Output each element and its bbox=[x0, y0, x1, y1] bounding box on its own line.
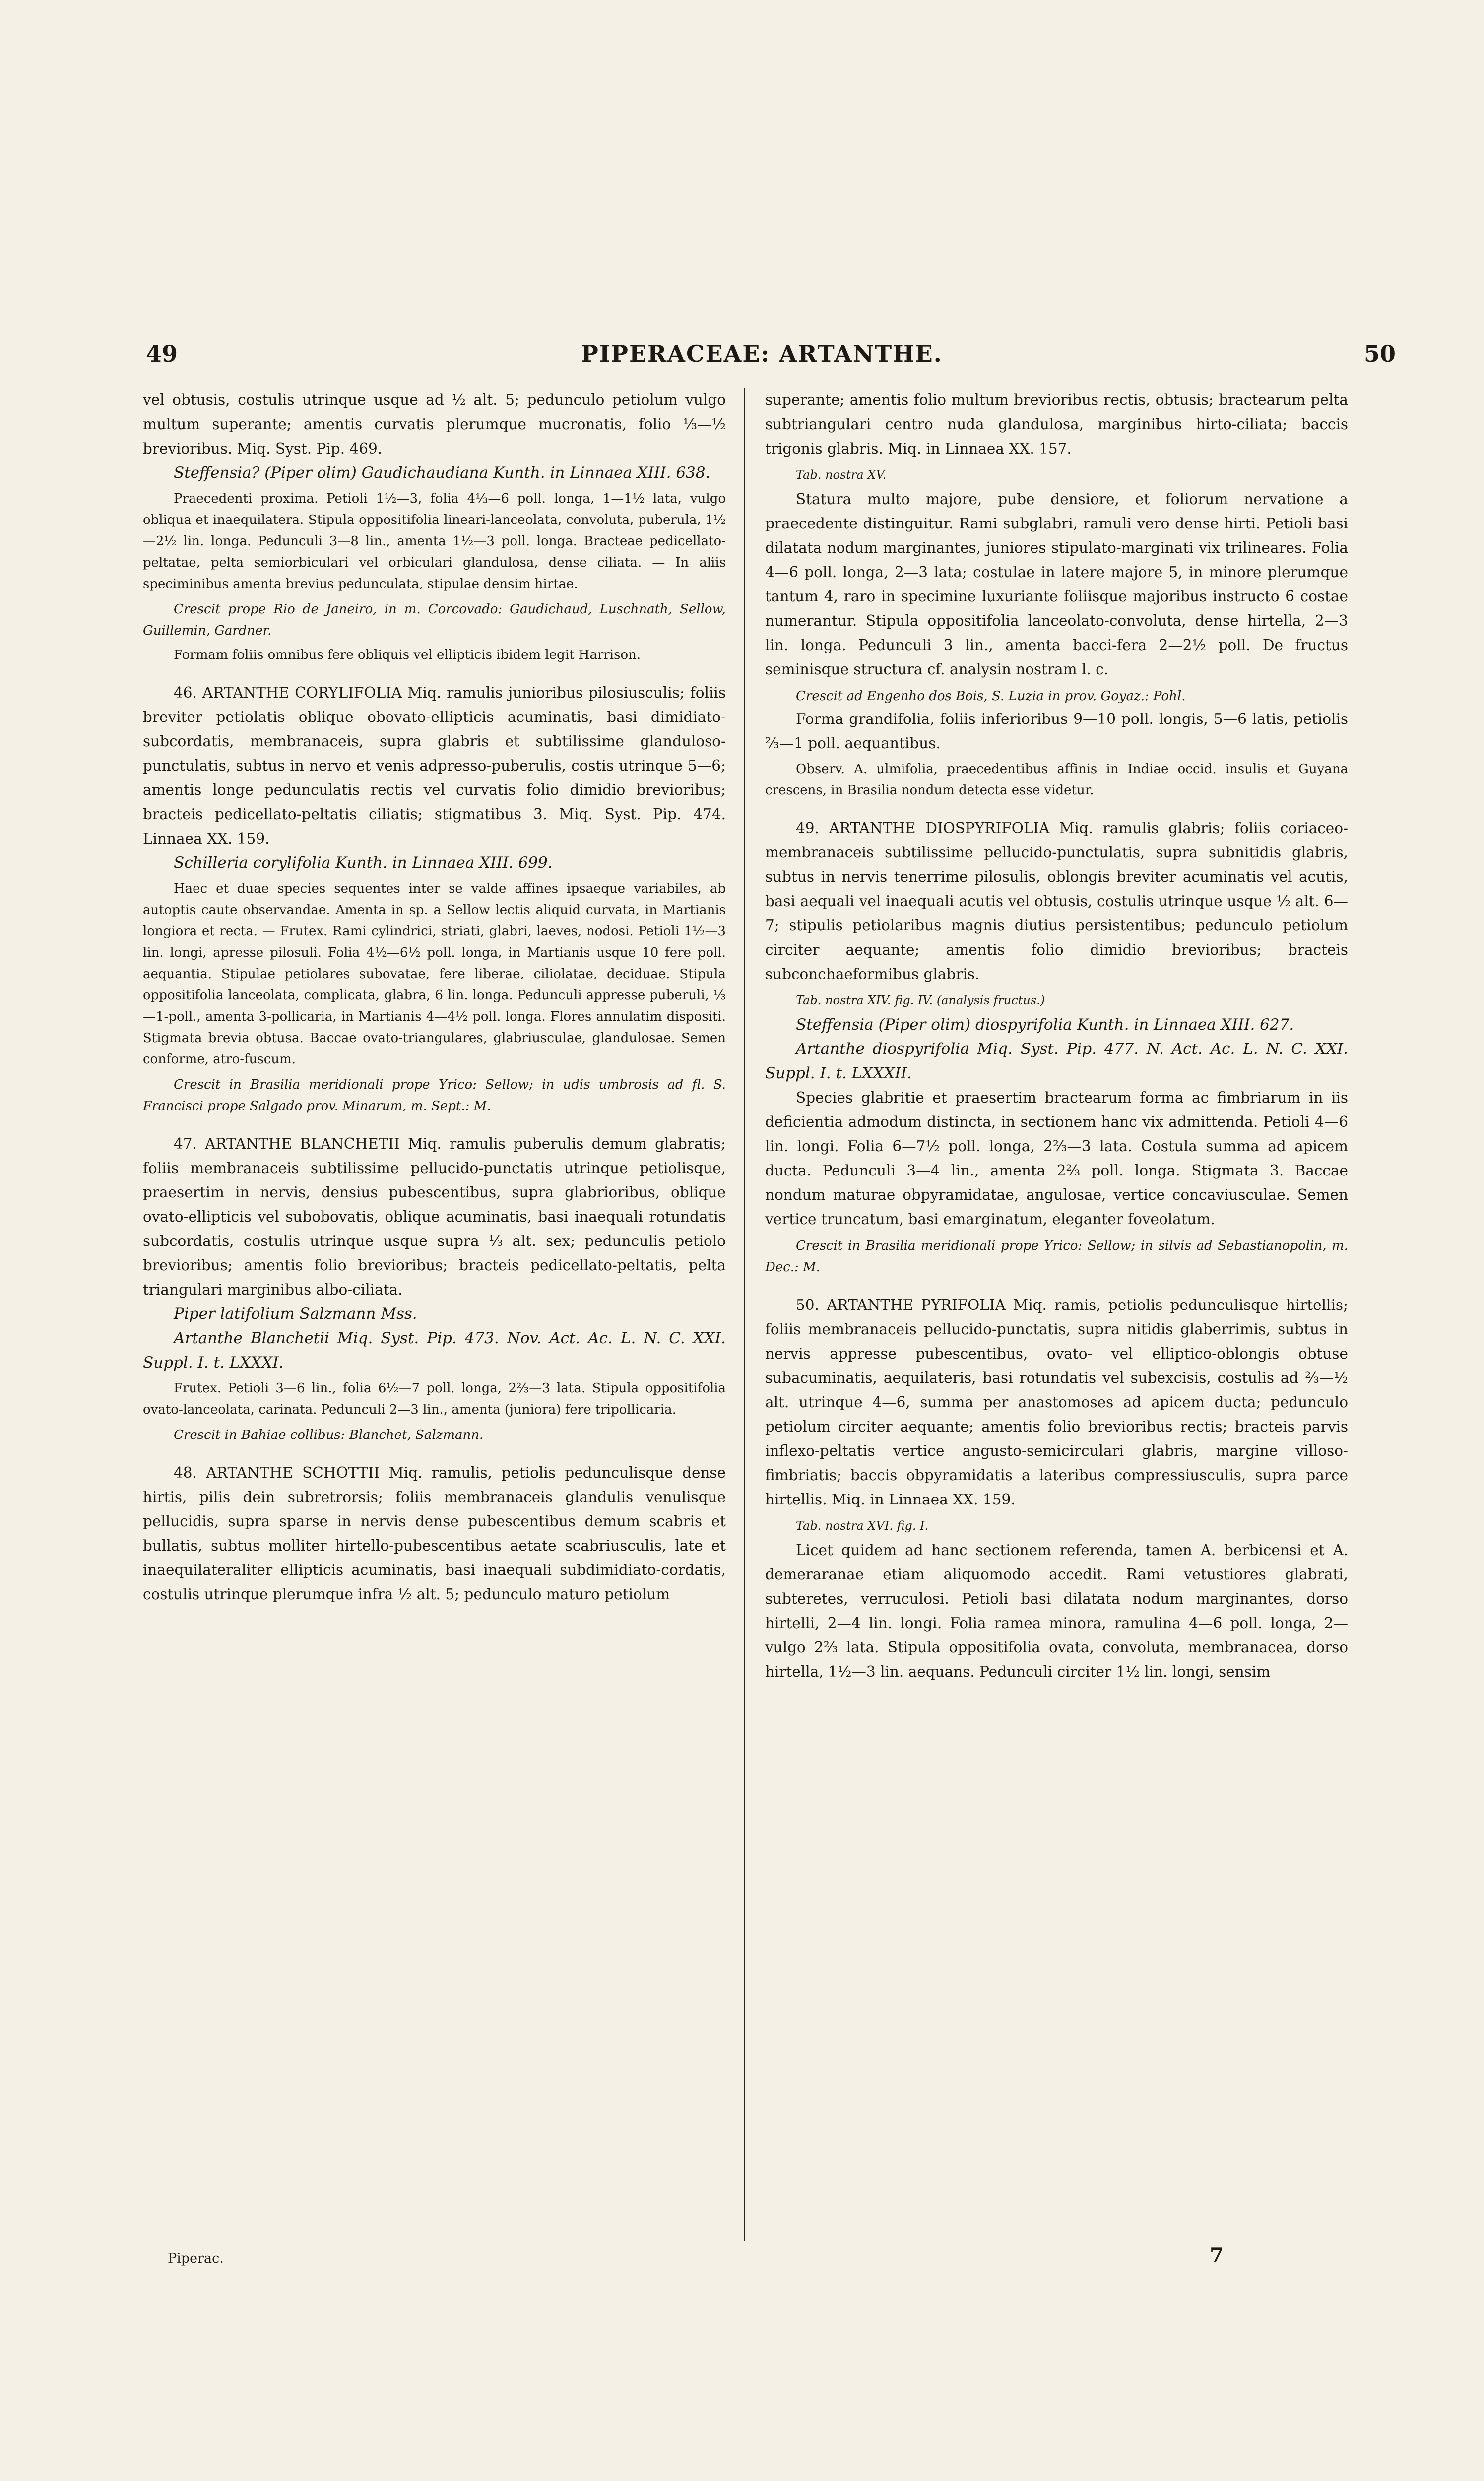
habitat: Crescit in Brasilia meridionali prope Yrico: Sellow; in silvis ad Sebastianopolin, m. Dec.: M. bbox=[765, 1239, 1348, 1275]
running-title: PIPERACEAE: ARTANTHE. bbox=[581, 340, 943, 367]
habitat: Crescit in Brasilia meridionali prope Yrico: Sellow; in udis umbrosis ad fl. S. Francisci prope Salgado prov. Minarum, m. Sept.: M. bbox=[143, 1077, 726, 1113]
plate-reference: Tab. nostra XV. bbox=[796, 468, 887, 482]
column-divider bbox=[744, 388, 745, 2241]
description: Haec et duae species sequentes inter se valde affines ipsaeque variabiles, ab autoptis caute observandae. Amenta in sp. a Sellow lectis aliquid curvata, in Martianis longiora et recta. — Frutex. Rami cylindrici, striati, glabri, laeves, nodosi. Petioli 1½—3 lin. longi, apresse pilosuli. Folia 4½—6½ poll. longa, in Martianis usque 10 fere poll. aequantia. Stipulae petiolares subovatae, fere liberae, ciliolatae, deciduae. Stipula oppositifolia lanceolata, complicata, glabra, 6 lin. longa. Pedunculi appresse puberuli, ⅓—1-poll., amenta 3-pollicaria, in Martianis 4—4½ poll. longa. Flores annulatim dispositi. Stigmata brevia obtusa. Baccae ovato-triangulares, glabriusculae, glandulosae. Semen conforme, atro-fuscum. bbox=[143, 881, 726, 1067]
habitat: Crescit prope Rio de Janeiro, in m. Corcovado: Gaudichaud, Luschnath, Sellow, Guillemin, Gardner. bbox=[143, 602, 726, 638]
habitat: Crescit in Bahiae collibus: Blanchet, Salzmann. bbox=[174, 1428, 484, 1442]
species-entry-47: 47. ARTANTHE BLANCHETII Miq. ramulis puberulis demum glabratis; foliis membranaceis subtilissime pellucido-punctatis utrinque petiolisque, praesertim in nervis, densius pubescentibus, supra glabrioribus, oblique ovato-ellipticis vel subobovatis, oblique acuminatis, basi inaequali rotundatis subcordatis, costulis utrinque usque supra ⅓ alt. sex; pedunculis petiolo brevioribus; amentis folio brevioribus; bracteis pedicellato-peltatis, pelta triangulari marginibus albo-ciliata. bbox=[143, 1135, 726, 1298]
species-entry-46: 46. ARTANTHE CORYLIFOLIA Miq. ramulis junioribus pilosiusculis; foliis breviter petiolatis oblique obovato-ellipticis acuminatis, basi dimidiato-subcordatis, membranaceis, supra glabris et subtilissime glanduloso-punctulatis, subtus in nervo et venis adpresso-puberulis, costis utrinque 5—6; amentis longe pedunculatis rectis vel curvatis folio dimidio brevioribus; bracteis pedicellato-peltatis ciliatis; stigmatibus 3. Miq. Syst. Pip. 474. Linnaea XX. 159. bbox=[143, 684, 726, 847]
page-number-left: 49 bbox=[146, 340, 178, 367]
description: Praecedenti proxima. Petioli 1½—3, folia 4⅓—6 poll. longa, 1—1½ lata, vulgo obliqua et inaequilatera. Stipula oppositifolia lineari-lanceolata, convoluta, puberula, 1½—2½ lin. longa. Pedunculi 3—8 lin., amenta 1½—3 poll. longa. Bracteae pedicellato-peltatae, pelta semiorbiculari vel orbiculari glandulosa, dense ciliata. — In aliis speciminibus amenta brevius pedunculata, stipulae densim hirtae. bbox=[143, 491, 726, 591]
signature-number: 7 bbox=[1210, 2244, 1224, 2267]
right-column bbox=[765, 388, 1348, 2264]
plate-reference: Tab. nostra XIV. fig. IV. (analysis fructus.) bbox=[796, 993, 1045, 1007]
left-column bbox=[143, 388, 726, 2264]
plate-reference: Tab. nostra XVI. fig. I. bbox=[796, 1519, 929, 1533]
species-entry-49: 49. ARTANTHE DIOSPYRIFOLIA Miq. ramulis glabris; foliis coriaceo-membranaceis subtilissime pellucido-punctulatis, supra subnitidis glabris, subtus in nervis tenerrime pilosulis, oblongis breviter acuminatis vel acutis, basi aequali vel inaequali acutis vel obtusis, costulis utrinque usque ½ alt. 6—7; stipulis petiolaribus magnis diutius persistentibus; pedunculo petiolum circiter aequante; amentis folio dimidio brevioribus; bracteis subconchaeformibus glabris. bbox=[765, 820, 1348, 982]
paragraph: vel obtusis, costulis utrinque usque ad ½ alt. 5; pedunculo petiolum vulgo multum superante; amentis curvatis plerumque mucronatis, folio ⅓—½ brevioribus. Miq. Syst. Pip. 469. bbox=[143, 392, 726, 457]
habitat: Crescit ad Engenho dos Bois, S. Luzia in prov. Goyaz.: Pohl. bbox=[796, 689, 1186, 704]
page-number-right: 50 bbox=[1363, 340, 1396, 367]
description: Formam foliis omnibus fere obliquis vel ellipticis ibidem legit Harrison. bbox=[174, 648, 641, 662]
signature-mark: Piperac. bbox=[168, 2251, 224, 2266]
synonym: Piper latifolium Salzmann Mss. bbox=[174, 1305, 417, 1323]
synonym: Artanthe Blanchetii Miq. Syst. Pip. 473. Nov. Act. Ac. L. N. C. XXI. Suppl. I. t. LXXXI. bbox=[143, 1329, 726, 1371]
paragraph: Forma grandifolia, foliis inferioribus 9—10 poll. longis, 5—6 latis, petiolis ⅔—1 poll. aequantibus. bbox=[765, 711, 1348, 752]
synonym: Artanthe diospyrifolia Miq. Syst. Pip. 477. N. Act. Ac. L. N. C. XXI. Suppl. I. t. LXXXII. bbox=[765, 1040, 1348, 1082]
page-header bbox=[128, 340, 1396, 370]
paragraph: Statura multo majore, pube densiore, et foliorum nervatione a praecedente distinguitur. Rami subglabri, ramuli vero dense hirti. Petioli basi dilatata nodum marginantes, juniores stipulato-marginati vix trilineares. Folia 4—6 poll. longa, 2—3 lata; costulae in latere majore 5, in minore plerumque tantum 4, raro in specimine luxuriante foliisque majoribus instructo 6 costae numerantur. Stipula oppositifolia lanceolato-convoluta, dense hirtella, 2—3 lin. longa. Pedunculi 3 lin., amenta bacci-fera 2—2½ poll. De fructus seminisque structura cf. analysin nostram l. c. bbox=[765, 491, 1348, 678]
species-entry-50: 50. ARTANTHE PYRIFOLIA Miq. ramis, petiolis pedunculisque hirtellis; foliis membranaceis pellucido-punctatis, supra nitidis glaberrimis, subtus in nervis appresse pubescentibus, ovato- vel elliptico-oblongis obtuse subacuminatis, aequilateris, basi rotundatis vel subexcisis, costulis ad ⅔—½ alt. utrinque 4—6, summa per anastomoses ad apicem ducta; pedunculo petiolum circiter aequante; amentis folio brevioribus rectis; bracteis parvis inflexo-peltatis vertice angusto-semicirculari glabris, margine villoso-fimbriatis; baccis obpyramidatis a lateribus compressiusculis, supra parce hirtellis. Miq. in Linnaea XX. 159. bbox=[765, 1297, 1348, 1508]
synonym: Steffensia (Piper olim) diospyrifolia Kunth. in Linnaea XIII. 627. bbox=[796, 1016, 1294, 1034]
synonym: Steffensia? (Piper olim) Gaudichaudiana Kunth. in Linnaea XIII. 638. bbox=[174, 464, 710, 482]
synonym: Schilleria corylifolia Kunth. in Linnaea XIII. 699. bbox=[174, 854, 553, 872]
description: Frutex. Petioli 3—6 lin., folia 6½—7 poll. longa, 2⅔—3 lata. Stipula oppositifolia ovato-lanceolata, carinata. Pedunculi 2—3 lin., amenta (juniora) fere tripollicaria. bbox=[143, 1381, 726, 1417]
paragraph: superante; amentis folio multum brevioribus rectis, obtusis; bractearum pelta subtriangulari centro nuda glandulosa, marginibus hirto-ciliata; baccis trigonis glabris. Miq. in Linnaea XX. 157. bbox=[765, 392, 1348, 457]
observation: Observ. A. ulmifolia, praecedentibus affinis in Indiae occid. insulis et Guyana crescens, in Brasilia nondum detecta esse videtur. bbox=[765, 762, 1348, 798]
paragraph: Licet quidem ad hanc sectionem referenda, tamen A. berbicensi et A. demeraranae etiam aliquomodo accedit. Rami vetustiores glabrati, subteretes, verruculosi. Petioli basi dilatata nodum marginantes, dorso hirtelli, 2—4 lin. longi. Folia ramea minora, ramulina 4—6 poll. longa, 2— vulgo 2⅔ lata. Stipula oppositifolia ovata, convoluta, membranacea, dorso hirtella, 1½—3 lin. aequans. Pedunculi circiter 1½ lin. longi, sensim bbox=[765, 1542, 1348, 1680]
page bbox=[128, 340, 1396, 2300]
paragraph: Species glabritie et praesertim bractearum forma ac fimbriarum in iis deficientia admodum distincta, in sectionem hanc vix admittenda. Petioli 4—6 lin. longi. Folia 6—7½ poll. longa, 2⅔—3 lata. Costula summa ad apicem ducta. Pedunculi 3—4 lin., amenta 2⅔ poll. longa. Stigmata 3. Baccae nondum maturae obpyramidatae, angulosae, vertice concaviusculae. Semen vertice truncatum, basi emarginatum, eleganter foveolatum. bbox=[765, 1089, 1348, 1228]
species-entry-48: 48. ARTANTHE SCHOTTII Miq. ramulis, petiolis pedunculisque dense hirtis, pilis dein subretrorsis; foliis membranaceis glandulis venulisque pellucidis, supra sparse in nervis dense pubescentibus demum scabris et bullatis, subtus molliter hirtello-pubescentibus aetate scabriusculis, late et inaequilateraliter ellipticis acuminatis, basi inaequali subdimidiato-cordatis, costulis utrinque plerumque infra ½ alt. 5; pedunculo maturo petiolum bbox=[143, 1464, 726, 1603]
